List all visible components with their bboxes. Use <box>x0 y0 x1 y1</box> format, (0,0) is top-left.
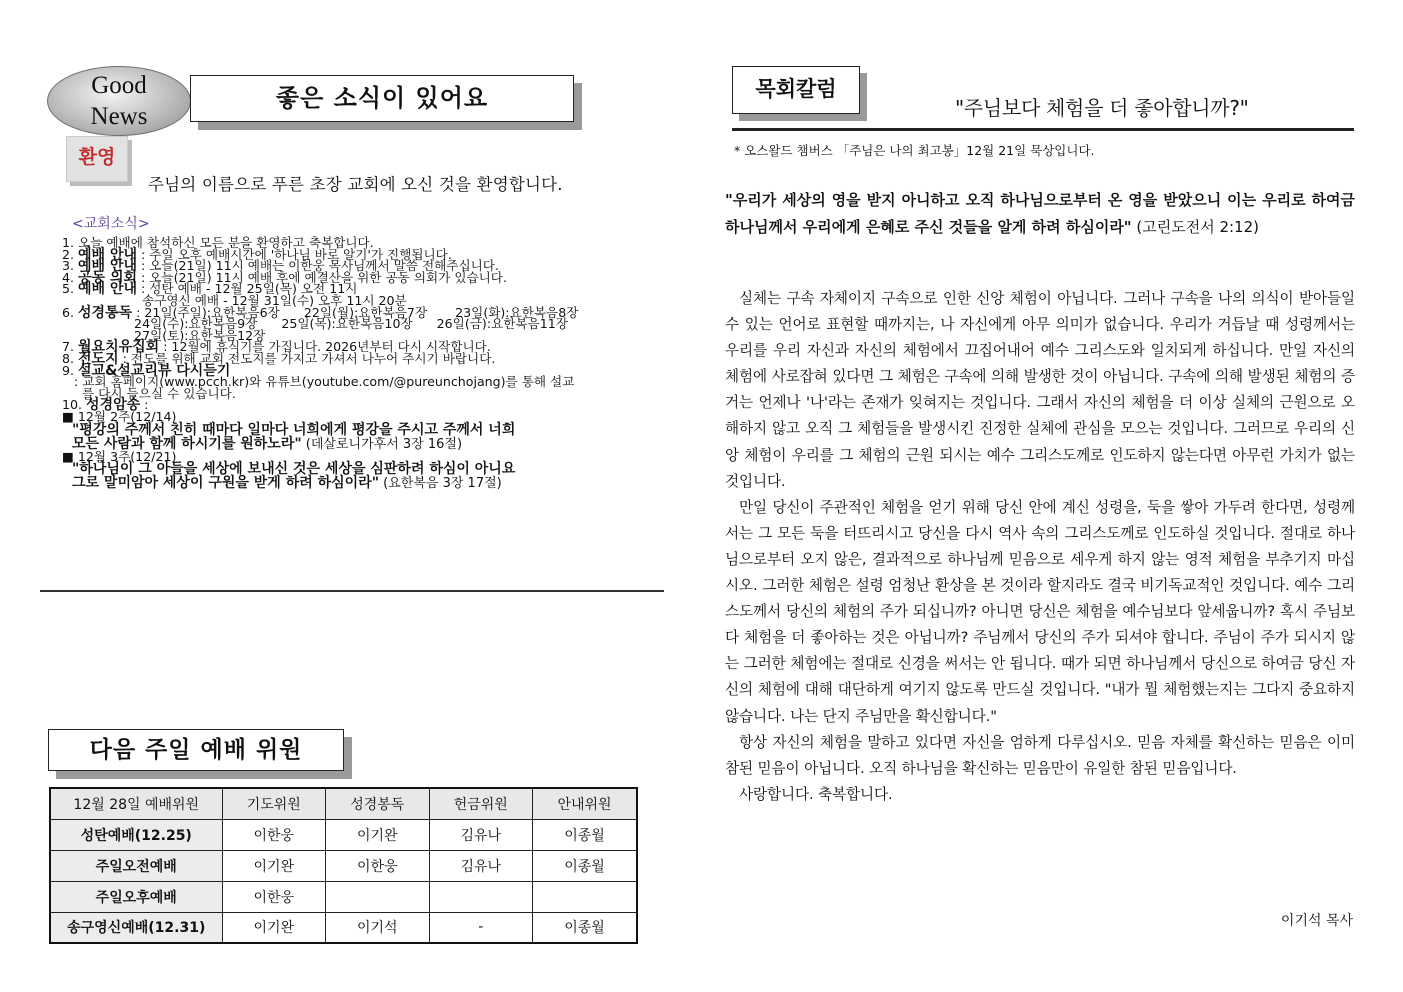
pastor-column-tag: 목회칼럼 <box>732 66 860 114</box>
column-title: "주님보다 체험을 더 좋아합니까?" <box>955 96 1249 120</box>
news-item-label: 예배 안내 <box>78 258 138 275</box>
news-item-number: 3. <box>62 258 79 274</box>
news-item-number: 9. <box>62 362 79 378</box>
roster-header-cell: 12월 28일 예배위원 <box>50 788 222 819</box>
memory-verse-text: 그로 말미암아 세상이 구원을 받게 하려 하심이라" <box>72 475 380 492</box>
church-news-heading: <교회소식> <box>72 216 150 232</box>
roster-cell <box>326 881 430 912</box>
good-news-badge <box>47 66 191 136</box>
column-verse <box>725 187 1355 240</box>
column-signature: 이기석 목사 <box>1280 913 1353 929</box>
memory-verse-line2 <box>62 476 682 490</box>
column-paragraph: 항상 자신의 체험을 말하고 있다면 자신을 엄하게 다루십시오. 믿음 자체를 확신하는 믿음은 이미 참된 믿음이 아닙니다. 오직 하나님을 확신하는 믿음만이 유일한 참된 믿음입니다. <box>725 733 1355 777</box>
roster-service-name: 주일오후예배 <box>50 881 222 912</box>
news-item-text: 송구영신 예배 - 12월 31일(수) 오후 11시 20분 <box>62 292 407 308</box>
news-item-number: 4. <box>62 269 79 285</box>
column-paragraph: 실체는 구속 자체이지 구속으로 인한 신앙 체험이 아닙니다. 그러나 구속을 나의 의식이 받아들일 수 있는 언어로 표현할 때까지는, 나 자신에게 아무 의미가 없습니다. 우리가 거듭날 때 성령께서는 우리를 우리 자신과 자신의 체험에서 끄집어내어 예수 그리스도와 일치되게 하십니다. 만일 자신의 체험에 사로잡혀 있다면 그 체험은 구속에 의해 발생한 것이 아닙니다. 구속에 의해 발생된 체험의 증거는 언제나 '나'라는 존재가 잊혀지는 것입니다. 그래서 자신의 체험을 더 이상 실체의 근원으로 오해하지 않고 오직 그 체험들을 발생시킨 진정한 실체에 관심을 모으는 것입니다. 그러므로 우리의 신앙 체험이 우리를 그 체험의 근원 되시는 예수 그리스도께로 인도하지 않는다면 아무런 가치가 없는 것입니다. <box>725 290 1355 490</box>
good-news-title: 좋은 소식이 있어요 <box>190 75 574 122</box>
roster-cell: 이한웅 <box>222 881 326 912</box>
roster-row <box>50 850 637 881</box>
roster-header-cell: 기도위원 <box>222 788 326 819</box>
roster-service-name: 송구영신예배(12.31) <box>50 912 222 943</box>
memory-verse-ref: (요한복음 3장 17절) <box>379 476 502 492</box>
news-item-label: 예배 안내 <box>78 246 138 263</box>
news-item-text: : 교회 홈페이지(www.pcch.kr)와 유튜브(youtube.com/@pureunchojang)를 통해 설교 <box>62 374 575 390</box>
news-item-text: : 주일 오후 예배시간에 '하나님 바로 알기'가 진행됩니다. <box>137 246 452 262</box>
news-item-label: 설교&설교리뷰 다시듣기 <box>78 362 231 379</box>
memory-verse-line1: "평강의 주께서 친히 때마다 일마다 너희에게 평강을 주시고 주께서 너희 <box>72 421 516 438</box>
column-verse-text: "우리가 세상의 영을 받지 아니하고 오직 하나님으로부터 온 영을 받았으니 이는 우리로 하여금 하나님께서 우리에게 은혜로 주신 것들을 알게 하려 하심이라" <box>725 191 1355 236</box>
roster-cell: 이기완 <box>222 850 326 881</box>
news-item-text: 오늘 예배에 참석하신 모든 분을 환영하고 축복합니다. <box>78 235 374 250</box>
good-news-line2: News <box>90 103 148 130</box>
news-item <box>62 385 682 401</box>
column-paragraph: 만일 당신이 주관적인 체험을 얻기 위해 당신 안에 계신 성령을, 둑을 쌓아 가두려 한다면, 성령께서는 그 모든 둑을 터뜨리시고 당신을 다시 역사 속의 그리스도께로 인도하실 것입니다. 절대로 하나님으로부터 오지 않은, 결과적으로 하나님께 믿음으로 세우게 하지 않는 영적 체험을 부추기지 마십시오. 그러한 체험은 설령 엄청난 환상을 본 것이라 할지라도 결국 비기독교적인 것입니다. 예수 그리스도께서 당신의 체험의 주가 되십니까? 아니면 당신은 체험을 예수님보다 앞세웁니까? 혹시 주님보다 체험을 더 좋아하는 것은 아닙니까? 주님께서 당신의 주가 되셔야 합니다. 주님이 주가 되시지 않는 그러한 체험에는 절대로 신경을 써서는 안 됩니다. 때가 되면 하나님께서 당신으로 하여금 당신 자신의 체험에 대해 대단하게 여기지 않도록 만드실 것입니다. "내가 뭘 체험했는지는 그다지 중요하지 않습니다. 나는 단지 주님만을 확신합니다." <box>725 498 1355 725</box>
roster-cell: 이종월 <box>533 819 638 850</box>
roster-cell: 이종월 <box>533 850 638 881</box>
left-divider <box>40 590 664 592</box>
memory-verse-text: 모든 사람과 함께 하시기를 원하노라" <box>72 435 302 452</box>
memory-verse-ref: (데살로니가후서 3장 16절) <box>301 436 463 452</box>
news-item-number: 2. <box>62 246 79 262</box>
news-item-number: 5. <box>62 281 79 297</box>
church-news-list <box>62 237 682 490</box>
roster-cell <box>533 881 638 912</box>
roster-service-name: 주일오전예배 <box>50 850 222 881</box>
roster-cell: - <box>429 912 533 943</box>
welcome-tag: 환영 <box>66 136 128 182</box>
news-item-number: 7. <box>62 339 79 355</box>
memory-verse-line1: "하나님이 그 아들을 세상에 보내신 것은 세상을 심판하려 하심이 아니요 <box>72 461 516 478</box>
news-item-text: 24일(수):요한복음9장 25일(목):요한복음10장 26일(금):요한복음11장 <box>62 316 568 332</box>
news-item-text: : 21일(주일):요한복음6장 22일(월):요한복음7장 23일(화):요한복음8장 <box>132 304 579 320</box>
roster-header-cell: 성경봉독 <box>326 788 430 819</box>
roster-row <box>50 819 637 850</box>
news-item-label: 전도지 <box>78 350 119 367</box>
roster-cell: 이한웅 <box>222 819 326 850</box>
column-body <box>725 286 1355 808</box>
good-news-line1: Good <box>91 72 147 99</box>
roster-header-cell: 안내위원 <box>533 788 638 819</box>
worship-roster-table <box>49 787 638 944</box>
news-item-label: 성경통독 <box>78 304 133 321</box>
news-item-number: 8. <box>62 350 79 366</box>
memory-week: ■ 12월 3주(12/21) <box>62 448 177 464</box>
column-divider <box>732 128 1354 131</box>
roster-cell: 이기완 <box>222 912 326 943</box>
news-item-text: 를 다시 들으실 수 있습니다. <box>62 385 236 401</box>
next-worship-title: 다음 주일 예배 위원 <box>48 729 344 771</box>
news-item-text: : 오늘(21일) 11시 예배 후에 예결산을 위한 공동 의회가 있습니다. <box>137 269 507 285</box>
news-item-number: 10. <box>62 397 87 413</box>
news-item-label: 성경암송 <box>86 397 141 414</box>
news-item-text: : 성탄 예배 - 12월 25일(목) 오전 11시 <box>137 281 358 297</box>
news-item-number: 6. <box>62 304 79 320</box>
news-item-text: : 전도를 위해 교회 전도지를 가지고 가셔서 나누어 주시기 바랍니다. <box>118 350 496 366</box>
roster-service-name: 성탄예배(12.25) <box>50 819 222 850</box>
welcome-text: 주님의 이름으로 푸른 초장 교회에 오신 것을 환영합니다. <box>148 175 563 194</box>
roster-cell: 이한웅 <box>326 850 430 881</box>
memory-week: ■ 12월 2주(12/14) <box>62 408 177 424</box>
column-paragraph: 사랑합니다. 축복합니다. <box>739 785 893 803</box>
news-item-label: 예배 안내 <box>78 281 138 298</box>
news-item-text: 27일(토):요한복음12장 <box>62 327 266 343</box>
roster-cell <box>429 881 533 912</box>
column-source: * 오스왈드 챔버스 「주님은 나의 최고봉」12월 21일 묵상입니다. <box>734 143 1095 158</box>
roster-cell: 이기석 <box>326 912 430 943</box>
roster-row <box>50 881 637 912</box>
news-item-text: : 12월에 휴식기를 가집니다. 2026년부터 다시 시작합니다. <box>159 339 491 355</box>
roster-cell: 김유나 <box>429 850 533 881</box>
news-item-text: : 오늘(21일) 11시 예배는 이한웅 목사님께서 말씀 전해주십니다. <box>137 258 499 274</box>
news-item-text: : <box>140 397 149 413</box>
roster-cell: 김유나 <box>429 819 533 850</box>
roster-row <box>50 912 637 943</box>
roster-header-cell: 헌금위원 <box>429 788 533 819</box>
column-verse-ref: (고린도전서 2:12) <box>1131 217 1259 236</box>
news-item-label: 공동 의회 <box>78 269 138 286</box>
roster-cell: 이종월 <box>533 912 638 943</box>
roster-cell: 이기완 <box>326 819 430 850</box>
news-item-number: 1. <box>62 235 79 250</box>
news-item-label: 월요치유집회 <box>78 339 160 356</box>
